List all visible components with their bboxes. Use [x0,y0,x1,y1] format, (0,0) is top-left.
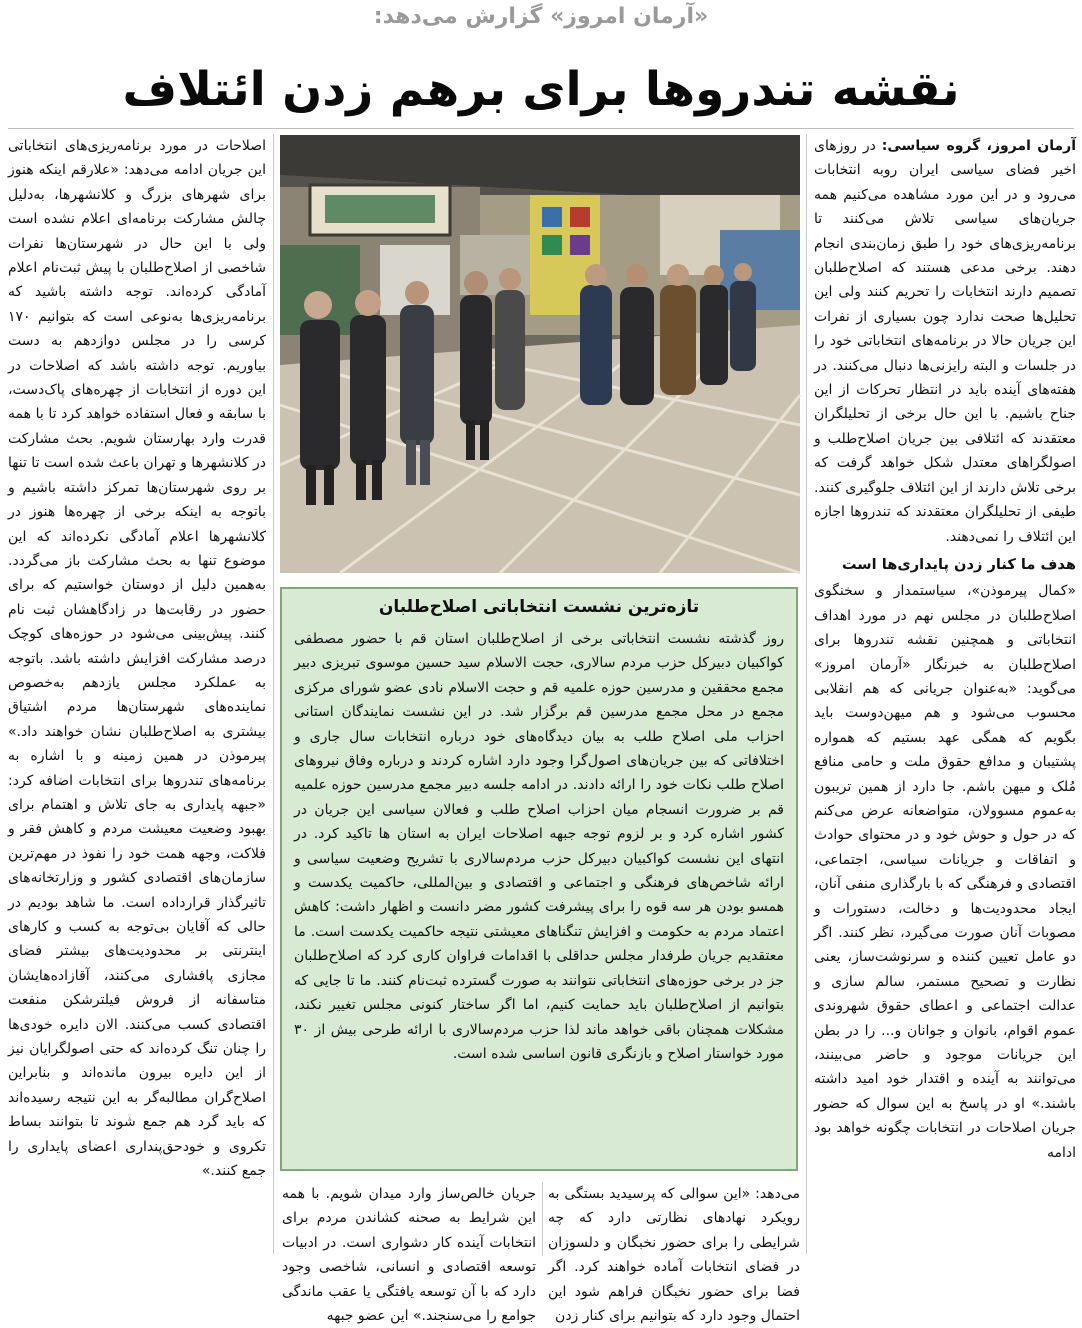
column-mid-right-text: می‌دهد: «این سوالی که پرسیدید بستگی به رویکرد نهادهای نظارتی دارد که چه شرایطی را برای حضور نخبگان و دلسوزان در فضای انتخابات آماده خواهند کرد. اگر فضا برای حضور نخبگان فراهم شود این احتمال وجود دارد که بتوانیم برای کنار زدن [548,1186,800,1325]
column-mid-left [282,1182,536,1325]
column-right-para2: «کمال پیرموذن»، سیاستمدار و سخنگوی اصلاح‌طلبان در مجلس نهم در مورد اهداف انتخاباتی و همچنین نقشه تندروها برای اصلاح‌طلبان به خبرنگار «آرمان امروز» می‌گوید: «به‌عنوان جریانی که هم انقلابی محسوب می‌شود و هم میهن‌دوست باید بگویم که همگی عهد بستیم که همواره پشتیبان و مدافع حقوق ملت و حامی منافع مُلک و میهن باشم. جا دارد از همین تریبون به‌عموم مسوولان، متواضعانه عرض می‌کنم که در حول و حوش خود و در محتوای حوادث و اتفاقات و جریانات سیاسی، اجتماعی، اقتصادی و فرهنگی که با بارگذاری منفی آنان، ایجاد محدودیت‌ها و دخالت، دستورات و مصوبات آنان صورت می‌گیرد، نظر کنند. اگر دو عامل تعیین کننده و سرنوشت‌ساز، یعنی نظارت و تصحیح مستمر، سالم سازی و عدالت اجتماعی و اعطای حقوق شهروندی عموم اقوام، بانوان و جوانان و... را در بطن این جریانات موجود و حاضر می‌بینند، می‌توانند به آینده و اقتدار خود امید داشته باشند.» او در پاسخ به این سوال که حضور جریان اصلاحات در انتخابات چگونه خواهد بود ادامه [814,583,1076,1161]
column-right [814,134,1076,1256]
news-photo [280,135,800,573]
column-left [8,134,266,1256]
column-mid-left-text: جریان خالص‌ساز وارد میدان شویم. با همه این شرایط به صحنه کشاندن مردم برای انتخابات آینده کار دشواری است. در ادبیات توسعه اقتصادی و انسانی، شاخصی وجود دارد که با آن توسعه یافتگی یا عقب ماندگی جوامع را می‌سنجند.» این عضو جبهه [282,1186,536,1325]
sidebar-box-text: روز گذشته نشست انتخاباتی برخی از اصلاح‌طلبان استان قم با حضور مصطفی کواکبیان دبیرکل حزب مردم سالاری، حجت الاسلام سید حسین موسوی تبریزی دبیر مجمع محققین و مدرسین حوزه علمیه قم و حجت الاسلام نادی عضو شورای مرکزی مجمع در محل مجمع مدرسین قم برگزار شد. در این نشست نمایندگان استانی احزاب ملی اصلاح طلب به بیان دیدگاه‌های خود درباره انتخابات سال جاری و اختلافاتی که بین جریان‌های اصول‌گرا وجود دارد اشاره کردند و درباره وفاق نیروهای اصلاح طلب نکات خود را ارائه دادند. در ادامه جلسه دبیر مجمع مدرسین حوزه علمیه قم بر ضرورت انسجام میان احزاب اصلاح طلب و فعالان سیاسی این جریان در کشور اشاره کرد و بر لزوم توجه جبهه اصلاحات ایران به استان ها تاکید کرد. در انتهای این نشست کواکبیان دبیرکل حزب مردم‌سالاری با تشریح وضعیت سیاسی و ارائه شاخص‌های فرهنگی و اجتماعی و اقتصادی و بین‌المللی، حاکمیت یکدست و همسو بودن هر سه قوه را برای پیشرفت کشور مضر دانست و اظهار داشت: کاهش اعتماد مردم به حکومت و افزایش تنگناهای معیشتی نتیجه حاکمیت یکدست است. ما معتقدیم جریان طرفدار مجلس حداقلی با اقدامات فراوان کاری کرد که اصلاح‌طلبان جز در برخی حوزه‌های انتخاباتی نتوانند به صورت گسترده ثبت‌نام کنند. ما تا جایی که بتوانیم از اصلاح‌طلبان باید حمایت کنیم، اما اگر ساختار کنونی مجلس تغییر نکند، مشکلات همچنان باقی خواهد ماند لذا حزب مردم‌سالاری با ارائه طرحی بیش از ۳۰ مورد خواستار اصلاح و بازنگری قانون اساسی شده است. [294,631,784,1062]
column-separator [806,134,807,1254]
kicker: «آرمان امروز» گزارش می‌دهد: [373,4,709,29]
column-mid-right [548,1182,800,1325]
headline: نقشه تندروها برای برهم زدن ائتلاف [122,62,960,117]
subheading: هدف ما کنار زدن پایداری‌ها است [841,555,1076,573]
sidebar-box [280,587,798,1171]
sidebar-box-title: تازه‌ترین نشست انتخاباتی اصلاح‌طلبان [378,597,700,617]
header-rule [8,128,1074,129]
column-left-text: اصلاحات در مورد برنامه‌ریزی‌های انتخاباتی این جریان ادامه می‌دهد: «علارقم اینکه هنوز برای شهرهای بزرگ و کلانشهرها، به‌دلیل چالش مشارکت برنامه‌ای اعلام نشده است ولی با این حال در شهرستان‌ها نفرات شاخصی از اصلاح‌طلبان با پیش ثبت‌نام اعلام آمادگی کرده‌اند. توجه داشته باشید که برنامه‌ریزی‌ها به‌نوعی است که بتوانیم ۱۷۰ کرسی را در مجلس دوازدهم به دست بیاوریم. توجه داشته باشد که اصلاحات در این دوره از انتخابات از چهره‌های پاک‌دست، با سابقه و فعال استفاده خواهد کرد تا با همه قدرت وارد بهارستان شویم. بحث مشارکت در کلانشهرها و تهران باعث شده است تا تنها بر روی شهرستان‌ها تمرکز داشته باشیم و باتوجه به اینکه برخی از چهره‌ها هنوز در کلانشهرها اعلام آمادگی نکرده‌اند که این موضوع تنها به بحث مشارکت باز می‌گردد. به‌همین دلیل از دوستان خواستیم که برای حضور در رقابت‌ها در زادگاهشان ثبت نام کنند. پیش‌بینی می‌شود در حوزه‌های کوچک درصد مشارکت افزایش داشته باشد. باتوجه به عملکرد مجلس یازدهم به‌خصوص نماینده‌های شهرستان‌ها مردم اشتیاق بیشتری به اصلاح‌طلبان نشان خواهند داد.» پیرموذن در همین زمینه و با اشاره به برنامه‌های تندروها برای انتخابات اضافه کرد: «جبهه پایداری به جای تلاش و اهتمام برای بهبود وضعیت معیشت مردم و کاهش فقر و فلاکت، وجهه همت خود را نفوذ در مهم‌ترین سازمان‌های اقتصادی کشور و وزارتخانه‌های تاثیرگذار قرارداده است. ما شاهد بودیم در حالی که آقایان بی‌توجه به کسب و کارهای اینترنتی بر محدودیت‌های بیشتر فضای مجازی پافشاری می‌کنند، آقازاده‌هایشان متاسفانه از فروش فیلترشکن منفعت اقتصادی کسب می‌کنند. الان دایره خودی‌ها را چنان تنگ کرده‌اند که حتی اصولگرایان نیز از این دایره بیرون مانده‌اند و بنابراین اصلاح‌گران مطالبه‌گر به این نتیجه رسیده‌اند که باید گرد هم جمع شوند تا بتوانند بساط تکروی و خودحق‌پنداری اعضای پایداری را جمع کنند.» [8,138,266,1180]
polling-station-image [280,135,800,573]
byline: آرمان امروز، گروه سیاسی: [881,138,1076,154]
column-separator [542,1182,543,1256]
column-separator [273,134,274,1254]
column-right-para1: در روزهای اخیر فضای سیاسی ایران روبه انتخابات می‌رود و در این مورد مشاهده می‌کنیم همه جریان‌های سیاسی تلاش می‌کنند تا برنامه‌ریزی‌های خود را طبق زمان‌بندی انجام دهند. برخی مدعی هستند که اصلاح‌طلبان تصمیم دارند انتخابات را تحریم کنند ولی این تحلیل‌ها صحت ندارد چون بسیاری از نفرات این جریان حالا در برنامه‌های انتخاباتی خود را در جلسات و البته رایزنی‌ها دنبال می‌کنند. در هفته‌های آینده باید در انتظار تحرکات از این جناح باشیم. با این حال برخی از تحلیلگران معتقدند که ائتلافی بین جریان اصلاح‌طلب و اصولگراهای معتدل شکل خواهد گرفت که برخی تلاش دارند از این ائتلاف جلوگیری کنند. طیفی از تحلیلگران معتقدند که تندروها اجازه این ائتلاف را نمی‌دهند. [814,138,1076,545]
